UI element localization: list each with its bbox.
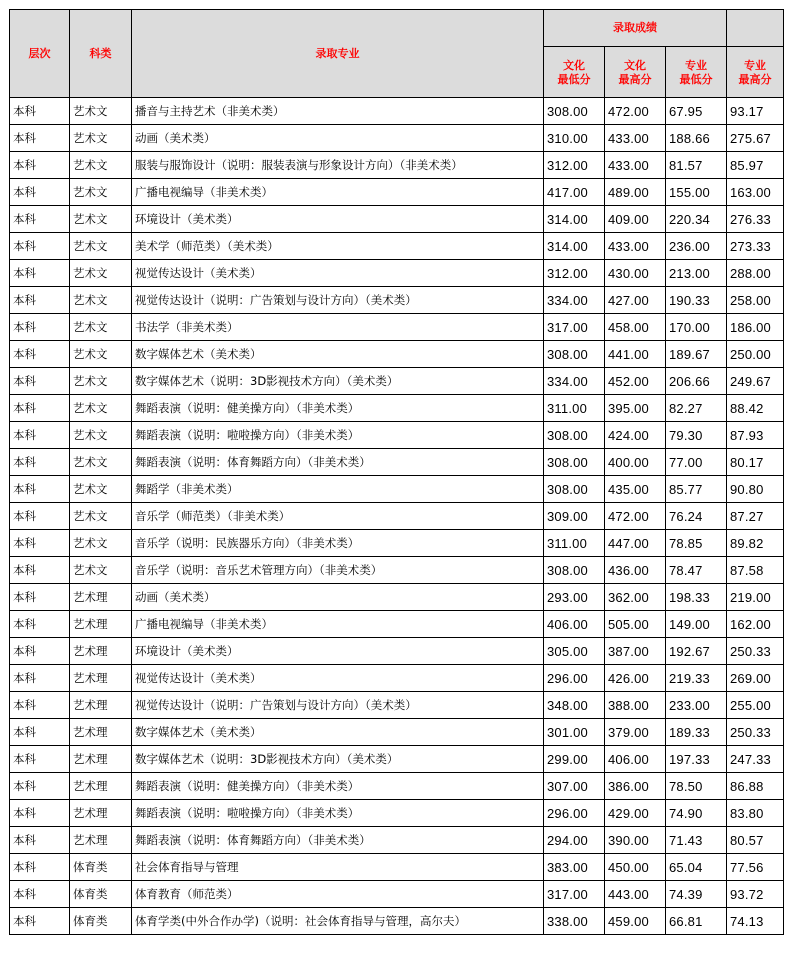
table-row xyxy=(10,422,784,449)
cell-level: 本科 xyxy=(10,206,70,233)
header-culture-min-l2: 最低分 xyxy=(557,73,591,86)
cell-category: 艺术理 xyxy=(70,692,132,719)
cell-culture-max: 427.00 xyxy=(605,287,666,314)
cell-major-max: 273.33 xyxy=(727,233,784,260)
cell-major-min: 78.47 xyxy=(666,557,727,584)
cell-major-min: 206.66 xyxy=(666,368,727,395)
header-culture-min xyxy=(544,47,605,98)
table-row xyxy=(10,908,784,935)
cell-major-min: 82.27 xyxy=(666,395,727,422)
cell-culture-max: 388.00 xyxy=(605,692,666,719)
cell-culture-max: 424.00 xyxy=(605,422,666,449)
cell-major-max: 86.88 xyxy=(727,773,784,800)
cell-major: 数字媒体艺术（美术类） xyxy=(132,341,544,368)
cell-category: 艺术理 xyxy=(70,719,132,746)
table-row xyxy=(10,746,784,773)
cell-major-max: 93.17 xyxy=(727,98,784,125)
cell-category: 体育类 xyxy=(70,854,132,881)
cell-culture-min: 308.00 xyxy=(544,98,605,125)
cell-culture-max: 452.00 xyxy=(605,368,666,395)
cell-culture-min: 317.00 xyxy=(544,881,605,908)
cell-level: 本科 xyxy=(10,368,70,395)
cell-major-max: 77.56 xyxy=(727,854,784,881)
cell-culture-max: 435.00 xyxy=(605,476,666,503)
header-category: 科类 xyxy=(70,10,132,98)
cell-culture-min: 406.00 xyxy=(544,611,605,638)
cell-major: 舞蹈表演（说明：啦啦操方向）（非美术类） xyxy=(132,800,544,827)
cell-level: 本科 xyxy=(10,530,70,557)
cell-culture-min: 417.00 xyxy=(544,179,605,206)
cell-major: 广播电视编导（非美术类） xyxy=(132,179,544,206)
cell-major-max: 250.33 xyxy=(727,719,784,746)
cell-major-max: 87.58 xyxy=(727,557,784,584)
cell-major-min: 78.50 xyxy=(666,773,727,800)
cell-level: 本科 xyxy=(10,854,70,881)
cell-major: 视觉传达设计（说明：广告策划与设计方向）（美术类） xyxy=(132,287,544,314)
cell-major: 服装与服饰设计（说明：服装表演与形象设计方向）（非美术类） xyxy=(132,152,544,179)
cell-category: 艺术文 xyxy=(70,449,132,476)
header-major: 录取专业 xyxy=(132,10,544,98)
cell-level: 本科 xyxy=(10,287,70,314)
cell-culture-max: 387.00 xyxy=(605,638,666,665)
cell-major: 音乐学（师范类）（非美术类） xyxy=(132,503,544,530)
cell-category: 艺术文 xyxy=(70,395,132,422)
cell-category: 艺术文 xyxy=(70,179,132,206)
header-culture-max xyxy=(605,47,666,98)
cell-major: 舞蹈表演（说明：体育舞蹈方向）（非美术类） xyxy=(132,827,544,854)
table-row xyxy=(10,503,784,530)
cell-level: 本科 xyxy=(10,746,70,773)
table-row xyxy=(10,206,784,233)
cell-culture-min: 296.00 xyxy=(544,800,605,827)
cell-culture-max: 472.00 xyxy=(605,503,666,530)
header-level: 层次 xyxy=(10,10,70,98)
table-row xyxy=(10,665,784,692)
cell-culture-max: 409.00 xyxy=(605,206,666,233)
cell-culture-min: 314.00 xyxy=(544,206,605,233)
cell-major: 舞蹈表演（说明：健美操方向）（非美术类） xyxy=(132,395,544,422)
cell-major-max: 85.97 xyxy=(727,152,784,179)
table-row xyxy=(10,449,784,476)
cell-major-max: 87.27 xyxy=(727,503,784,530)
cell-culture-min: 308.00 xyxy=(544,557,605,584)
cell-category: 艺术理 xyxy=(70,665,132,692)
cell-culture-min: 334.00 xyxy=(544,368,605,395)
cell-culture-max: 441.00 xyxy=(605,341,666,368)
cell-category: 艺术文 xyxy=(70,314,132,341)
cell-culture-max: 406.00 xyxy=(605,746,666,773)
cell-culture-max: 430.00 xyxy=(605,260,666,287)
cell-culture-max: 443.00 xyxy=(605,881,666,908)
cell-culture-max: 433.00 xyxy=(605,233,666,260)
cell-culture-min: 307.00 xyxy=(544,773,605,800)
cell-major-min: 85.77 xyxy=(666,476,727,503)
cell-major-min: 233.00 xyxy=(666,692,727,719)
cell-culture-min: 309.00 xyxy=(544,503,605,530)
table-row xyxy=(10,773,784,800)
cell-major-min: 71.43 xyxy=(666,827,727,854)
cell-major: 音乐学（说明：民族器乐方向）（非美术类） xyxy=(132,530,544,557)
table-row xyxy=(10,854,784,881)
cell-category: 艺术理 xyxy=(70,611,132,638)
table-row xyxy=(10,611,784,638)
cell-culture-max: 362.00 xyxy=(605,584,666,611)
cell-major: 环境设计（美术类） xyxy=(132,206,544,233)
table-row xyxy=(10,476,784,503)
cell-culture-min: 305.00 xyxy=(544,638,605,665)
cell-culture-max: 400.00 xyxy=(605,449,666,476)
cell-culture-min: 311.00 xyxy=(544,395,605,422)
cell-culture-min: 334.00 xyxy=(544,287,605,314)
cell-level: 本科 xyxy=(10,125,70,152)
cell-level: 本科 xyxy=(10,719,70,746)
cell-major-max: 87.93 xyxy=(727,422,784,449)
table-row xyxy=(10,584,784,611)
table-row xyxy=(10,233,784,260)
cell-category: 艺术文 xyxy=(70,98,132,125)
cell-major-max: 83.80 xyxy=(727,800,784,827)
cell-major-max: 163.00 xyxy=(727,179,784,206)
table-row xyxy=(10,125,784,152)
cell-culture-max: 436.00 xyxy=(605,557,666,584)
cell-level: 本科 xyxy=(10,152,70,179)
cell-major-min: 65.04 xyxy=(666,854,727,881)
cell-level: 本科 xyxy=(10,314,70,341)
cell-category: 艺术文 xyxy=(70,206,132,233)
cell-major-max: 249.67 xyxy=(727,368,784,395)
cell-category: 艺术理 xyxy=(70,827,132,854)
table-row xyxy=(10,179,784,206)
table-row xyxy=(10,638,784,665)
cell-major: 舞蹈表演（说明：体育舞蹈方向）（非美术类） xyxy=(132,449,544,476)
cell-major-min: 198.33 xyxy=(666,584,727,611)
cell-major: 视觉传达设计（说明：广告策划与设计方向）（美术类） xyxy=(132,692,544,719)
cell-major: 舞蹈学（非美术类） xyxy=(132,476,544,503)
cell-category: 艺术理 xyxy=(70,584,132,611)
cell-major: 动画（美术类） xyxy=(132,584,544,611)
cell-culture-min: 308.00 xyxy=(544,476,605,503)
cell-major-min: 170.00 xyxy=(666,314,727,341)
cell-level: 本科 xyxy=(10,503,70,530)
cell-major-max: 219.00 xyxy=(727,584,784,611)
table-row xyxy=(10,692,784,719)
cell-major-min: 188.66 xyxy=(666,125,727,152)
cell-culture-min: 296.00 xyxy=(544,665,605,692)
cell-category: 艺术文 xyxy=(70,341,132,368)
cell-major: 书法学（非美术类） xyxy=(132,314,544,341)
cell-major-min: 78.85 xyxy=(666,530,727,557)
cell-major: 数字媒体艺术（说明：3D影视技术方向）（美术类） xyxy=(132,746,544,773)
cell-major-min: 81.57 xyxy=(666,152,727,179)
cell-category: 体育类 xyxy=(70,908,132,935)
cell-major: 动画（美术类） xyxy=(132,125,544,152)
cell-major-max: 250.00 xyxy=(727,341,784,368)
cell-category: 艺术文 xyxy=(70,422,132,449)
table-body xyxy=(10,98,784,935)
cell-culture-min: 312.00 xyxy=(544,152,605,179)
cell-culture-min: 383.00 xyxy=(544,854,605,881)
table-row xyxy=(10,395,784,422)
cell-culture-min: 312.00 xyxy=(544,260,605,287)
header-scores-blank xyxy=(727,10,784,47)
cell-major-min: 190.33 xyxy=(666,287,727,314)
admission-scores-table xyxy=(9,9,784,935)
cell-major-max: 288.00 xyxy=(727,260,784,287)
table-row xyxy=(10,368,784,395)
header-major-max-l2: 最高分 xyxy=(738,73,772,86)
cell-level: 本科 xyxy=(10,179,70,206)
cell-major: 数字媒体艺术（美术类） xyxy=(132,719,544,746)
cell-level: 本科 xyxy=(10,422,70,449)
cell-culture-max: 459.00 xyxy=(605,908,666,935)
cell-culture-max: 426.00 xyxy=(605,665,666,692)
table-row xyxy=(10,800,784,827)
cell-culture-max: 386.00 xyxy=(605,773,666,800)
cell-culture-min: 310.00 xyxy=(544,125,605,152)
cell-category: 艺术文 xyxy=(70,530,132,557)
table-row xyxy=(10,152,784,179)
cell-culture-min: 338.00 xyxy=(544,908,605,935)
cell-level: 本科 xyxy=(10,881,70,908)
cell-culture-min: 317.00 xyxy=(544,314,605,341)
cell-major: 舞蹈表演（说明：健美操方向）（非美术类） xyxy=(132,773,544,800)
cell-major: 环境设计（美术类） xyxy=(132,638,544,665)
header-major-max-l1: 专业 xyxy=(744,59,766,72)
cell-culture-min: 314.00 xyxy=(544,233,605,260)
cell-major-max: 80.17 xyxy=(727,449,784,476)
cell-major-max: 255.00 xyxy=(727,692,784,719)
cell-major-min: 77.00 xyxy=(666,449,727,476)
cell-major: 视觉传达设计（美术类） xyxy=(132,260,544,287)
cell-culture-max: 450.00 xyxy=(605,854,666,881)
header-major-max xyxy=(727,47,784,98)
cell-major-max: 162.00 xyxy=(727,611,784,638)
cell-major-min: 149.00 xyxy=(666,611,727,638)
cell-major: 广播电视编导（非美术类） xyxy=(132,611,544,638)
cell-level: 本科 xyxy=(10,827,70,854)
cell-major: 播音与主持艺术（非美术类） xyxy=(132,98,544,125)
cell-level: 本科 xyxy=(10,692,70,719)
cell-major-min: 197.33 xyxy=(666,746,727,773)
cell-culture-min: 311.00 xyxy=(544,530,605,557)
cell-major-min: 213.00 xyxy=(666,260,727,287)
cell-level: 本科 xyxy=(10,476,70,503)
cell-major: 体育学类(中外合作办学)（说明：社会体育指导与管理，高尔夫） xyxy=(132,908,544,935)
cell-category: 艺术文 xyxy=(70,233,132,260)
header-scores: 录取成绩 xyxy=(544,10,727,47)
cell-major-max: 74.13 xyxy=(727,908,784,935)
cell-culture-min: 308.00 xyxy=(544,341,605,368)
cell-major-min: 66.81 xyxy=(666,908,727,935)
cell-level: 本科 xyxy=(10,773,70,800)
cell-culture-max: 429.00 xyxy=(605,800,666,827)
cell-major-min: 219.33 xyxy=(666,665,727,692)
cell-major-max: 276.33 xyxy=(727,206,784,233)
cell-category: 艺术文 xyxy=(70,152,132,179)
table-row xyxy=(10,881,784,908)
cell-major: 社会体育指导与管理 xyxy=(132,854,544,881)
cell-major-max: 90.80 xyxy=(727,476,784,503)
cell-culture-max: 472.00 xyxy=(605,98,666,125)
cell-culture-max: 489.00 xyxy=(605,179,666,206)
cell-major-max: 258.00 xyxy=(727,287,784,314)
cell-major-max: 80.57 xyxy=(727,827,784,854)
cell-category: 艺术文 xyxy=(70,287,132,314)
table-row xyxy=(10,98,784,125)
table-row xyxy=(10,260,784,287)
cell-level: 本科 xyxy=(10,449,70,476)
cell-culture-max: 447.00 xyxy=(605,530,666,557)
cell-level: 本科 xyxy=(10,611,70,638)
table-row xyxy=(10,341,784,368)
cell-level: 本科 xyxy=(10,584,70,611)
cell-category: 艺术理 xyxy=(70,800,132,827)
cell-culture-min: 308.00 xyxy=(544,449,605,476)
cell-major: 数字媒体艺术（说明：3D影视技术方向）（美术类） xyxy=(132,368,544,395)
cell-major-min: 79.30 xyxy=(666,422,727,449)
cell-major-min: 192.67 xyxy=(666,638,727,665)
cell-major-max: 269.00 xyxy=(727,665,784,692)
cell-major-min: 155.00 xyxy=(666,179,727,206)
cell-major-max: 88.42 xyxy=(727,395,784,422)
cell-major-max: 250.33 xyxy=(727,638,784,665)
cell-major-max: 93.72 xyxy=(727,881,784,908)
cell-culture-max: 458.00 xyxy=(605,314,666,341)
table-row xyxy=(10,530,784,557)
header-major-min-l1: 专业 xyxy=(685,59,707,72)
cell-major: 美术学（师范类）（美术类） xyxy=(132,233,544,260)
cell-level: 本科 xyxy=(10,908,70,935)
cell-culture-min: 294.00 xyxy=(544,827,605,854)
cell-category: 艺术文 xyxy=(70,260,132,287)
cell-major-max: 275.67 xyxy=(727,125,784,152)
cell-culture-min: 299.00 xyxy=(544,746,605,773)
cell-category: 艺术理 xyxy=(70,746,132,773)
cell-culture-max: 505.00 xyxy=(605,611,666,638)
header-major-min-l2: 最低分 xyxy=(679,73,713,86)
table-row xyxy=(10,719,784,746)
table-row xyxy=(10,287,784,314)
cell-level: 本科 xyxy=(10,638,70,665)
cell-category: 艺术理 xyxy=(70,638,132,665)
cell-major-min: 189.67 xyxy=(666,341,727,368)
cell-category: 艺术理 xyxy=(70,773,132,800)
cell-category: 艺术文 xyxy=(70,503,132,530)
cell-level: 本科 xyxy=(10,665,70,692)
table-row xyxy=(10,557,784,584)
cell-culture-max: 390.00 xyxy=(605,827,666,854)
cell-level: 本科 xyxy=(10,341,70,368)
cell-level: 本科 xyxy=(10,233,70,260)
cell-culture-max: 433.00 xyxy=(605,125,666,152)
cell-category: 艺术文 xyxy=(70,557,132,584)
table-row xyxy=(10,827,784,854)
cell-category: 体育类 xyxy=(70,881,132,908)
cell-category: 艺术文 xyxy=(70,125,132,152)
cell-culture-min: 293.00 xyxy=(544,584,605,611)
cell-culture-min: 308.00 xyxy=(544,422,605,449)
cell-level: 本科 xyxy=(10,98,70,125)
cell-major-min: 76.24 xyxy=(666,503,727,530)
cell-culture-max: 379.00 xyxy=(605,719,666,746)
cell-level: 本科 xyxy=(10,557,70,584)
cell-culture-min: 348.00 xyxy=(544,692,605,719)
cell-major-max: 186.00 xyxy=(727,314,784,341)
cell-major-min: 220.34 xyxy=(666,206,727,233)
cell-major-min: 67.95 xyxy=(666,98,727,125)
header-culture-max-l1: 文化 xyxy=(624,59,646,72)
cell-level: 本科 xyxy=(10,260,70,287)
cell-culture-min: 301.00 xyxy=(544,719,605,746)
cell-major: 舞蹈表演（说明：啦啦操方向）（非美术类） xyxy=(132,422,544,449)
table-row xyxy=(10,314,784,341)
header-culture-max-l2: 最高分 xyxy=(618,73,652,86)
cell-major-min: 74.90 xyxy=(666,800,727,827)
cell-level: 本科 xyxy=(10,395,70,422)
cell-major-max: 89.82 xyxy=(727,530,784,557)
header-major-min xyxy=(666,47,727,98)
cell-level: 本科 xyxy=(10,800,70,827)
cell-major-min: 189.33 xyxy=(666,719,727,746)
cell-major-min: 74.39 xyxy=(666,881,727,908)
cell-culture-max: 433.00 xyxy=(605,152,666,179)
cell-major-max: 247.33 xyxy=(727,746,784,773)
cell-major-min: 236.00 xyxy=(666,233,727,260)
cell-major: 视觉传达设计（美术类） xyxy=(132,665,544,692)
cell-major: 体育教育（师范类） xyxy=(132,881,544,908)
cell-category: 艺术文 xyxy=(70,476,132,503)
cell-culture-max: 395.00 xyxy=(605,395,666,422)
header-culture-min-l1: 文化 xyxy=(563,59,585,72)
cell-major: 音乐学（说明：音乐艺术管理方向）（非美术类） xyxy=(132,557,544,584)
cell-category: 艺术文 xyxy=(70,368,132,395)
